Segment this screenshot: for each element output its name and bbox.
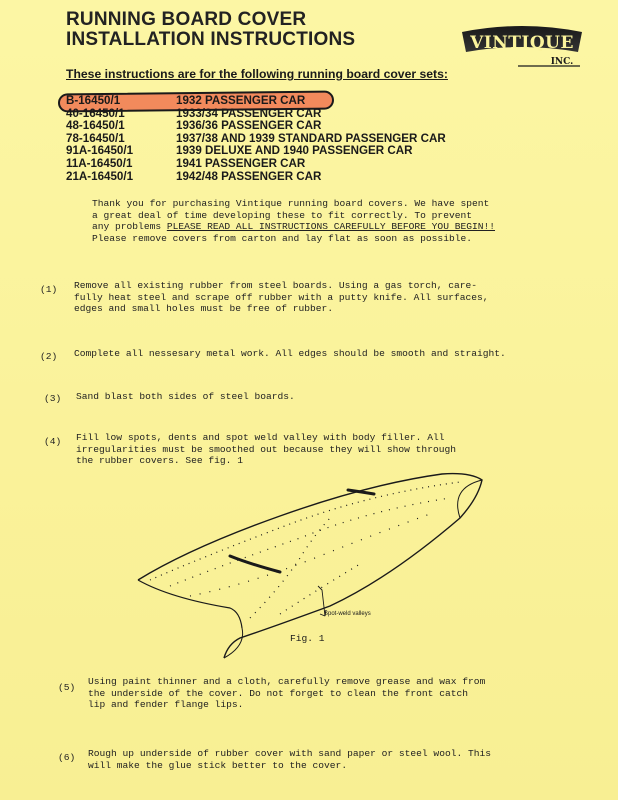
figure-caption: Fig. 1 <box>290 633 325 644</box>
set-code: 40-16450/1 <box>66 106 125 120</box>
spot-weld-callout: Spot-weld valleys <box>324 611 371 617</box>
set-code: 48-16450/1 <box>66 119 125 133</box>
step-number: (3) <box>44 393 62 404</box>
logo-subtext: INC. <box>550 57 574 67</box>
rivet-row <box>190 514 430 596</box>
rivet-row <box>280 564 360 614</box>
thanks-line <box>92 221 495 233</box>
step-4-text <box>76 432 456 467</box>
step-3-text <box>76 391 295 403</box>
set-desc: 1936/36 PASSENGER CAR <box>176 119 322 133</box>
set-desc: 1937/38 AND 1939 STANDARD PASSENGER CAR <box>176 131 446 145</box>
set-code: 21A-16450/1 <box>66 169 134 183</box>
set-row <box>66 158 446 171</box>
step-line: will make the glue stick better to the cover. <box>88 759 348 771</box>
step-number: (6) <box>58 752 76 763</box>
thank-you-paragraph <box>92 198 495 244</box>
set-desc: 1932 PASSENGER CAR <box>176 94 306 107</box>
step-number: (1) <box>40 284 58 295</box>
title-line-1: RUNNING BOARD COVER <box>66 9 307 30</box>
thanks-line-prefix: any problems <box>92 221 167 233</box>
set-desc: 1933/34 PASSENGER CAR <box>176 106 322 120</box>
board-rear-edge <box>458 480 482 518</box>
weld-valley <box>230 556 280 572</box>
running-board-figure <box>130 468 520 668</box>
set-row <box>66 171 446 184</box>
step-number: (2) <box>40 351 58 362</box>
set-desc: 1941 PASSENGER CAR <box>176 156 306 170</box>
set-row <box>66 120 446 133</box>
thanks-line: Please remove covers from carton and lay flat as soon as possible. <box>92 232 472 244</box>
board-front-edge <box>138 580 242 628</box>
step-1-text <box>74 280 489 315</box>
step-line: fully heat steel and scrape off rubber with a putty knife. All surfaces, <box>74 291 489 303</box>
step-number: (5) <box>58 682 76 693</box>
step-line: Complete all nessesary metal work. All edges should be smooth and straight. <box>74 348 506 359</box>
step-line: Remove all existing rubber from steel boards. Using a gas torch, care- <box>74 280 478 291</box>
step-line: lip and fender flange lips. <box>88 699 244 711</box>
set-code: 11A-16450/1 <box>66 156 133 170</box>
set-code: B-16450/1 <box>66 94 121 107</box>
title-line-2: INSTALLATION INSTRUCTIONS <box>66 29 356 50</box>
thanks-line: a great deal of time developing these to fit correctly. To prevent <box>92 209 472 221</box>
board-outline <box>138 474 482 658</box>
step-6-text <box>88 748 491 771</box>
step-line: edges and small holes must be free of rubber. <box>74 303 334 315</box>
read-instructions-warning: PLEASE READ ALL INSTRUCTIONS CAREFULLY BEFORE YOU BEGIN!! <box>166 221 496 233</box>
step-2-text <box>74 348 506 360</box>
step-line: the rubber covers. See fig. 1 <box>76 455 243 467</box>
thanks-line: Thank you for purchasing Vintique running board covers. We have spent <box>92 198 490 209</box>
step-line: Using paint thinner and a cloth, carefully remove grease and wax from <box>88 676 486 687</box>
step-line: Fill low spots, dents and spot weld valley with body filler. All <box>76 432 445 443</box>
cover-sets-list <box>66 95 446 183</box>
step-line: Sand blast both sides of steel boards. <box>76 391 295 402</box>
rivet-row <box>150 482 460 580</box>
set-code: 91A-16450/1 <box>66 144 134 158</box>
step-line: irregularities must be smoothed out because they will show through <box>76 443 456 455</box>
set-row <box>66 95 446 108</box>
step-number: (4) <box>44 436 62 447</box>
logo-text: VINTIQUE <box>470 33 574 53</box>
page-title <box>66 10 355 50</box>
sets-intro: These instructions are for the following running board cover sets: <box>66 67 448 81</box>
set-code: 78-16450/1 <box>66 131 125 145</box>
step-line: the underside of the cover. Do not forget to clean the front catch <box>88 687 468 699</box>
step-5-text <box>88 676 485 711</box>
set-desc: 1939 DELUXE AND 1940 PASSENGER CAR <box>176 144 413 158</box>
vintique-logo <box>458 22 586 70</box>
step-line: Rough up underside of rubber cover with sand paper or steel wool. This <box>88 748 492 759</box>
set-desc: 1942/48 PASSENGER CAR <box>176 169 322 183</box>
